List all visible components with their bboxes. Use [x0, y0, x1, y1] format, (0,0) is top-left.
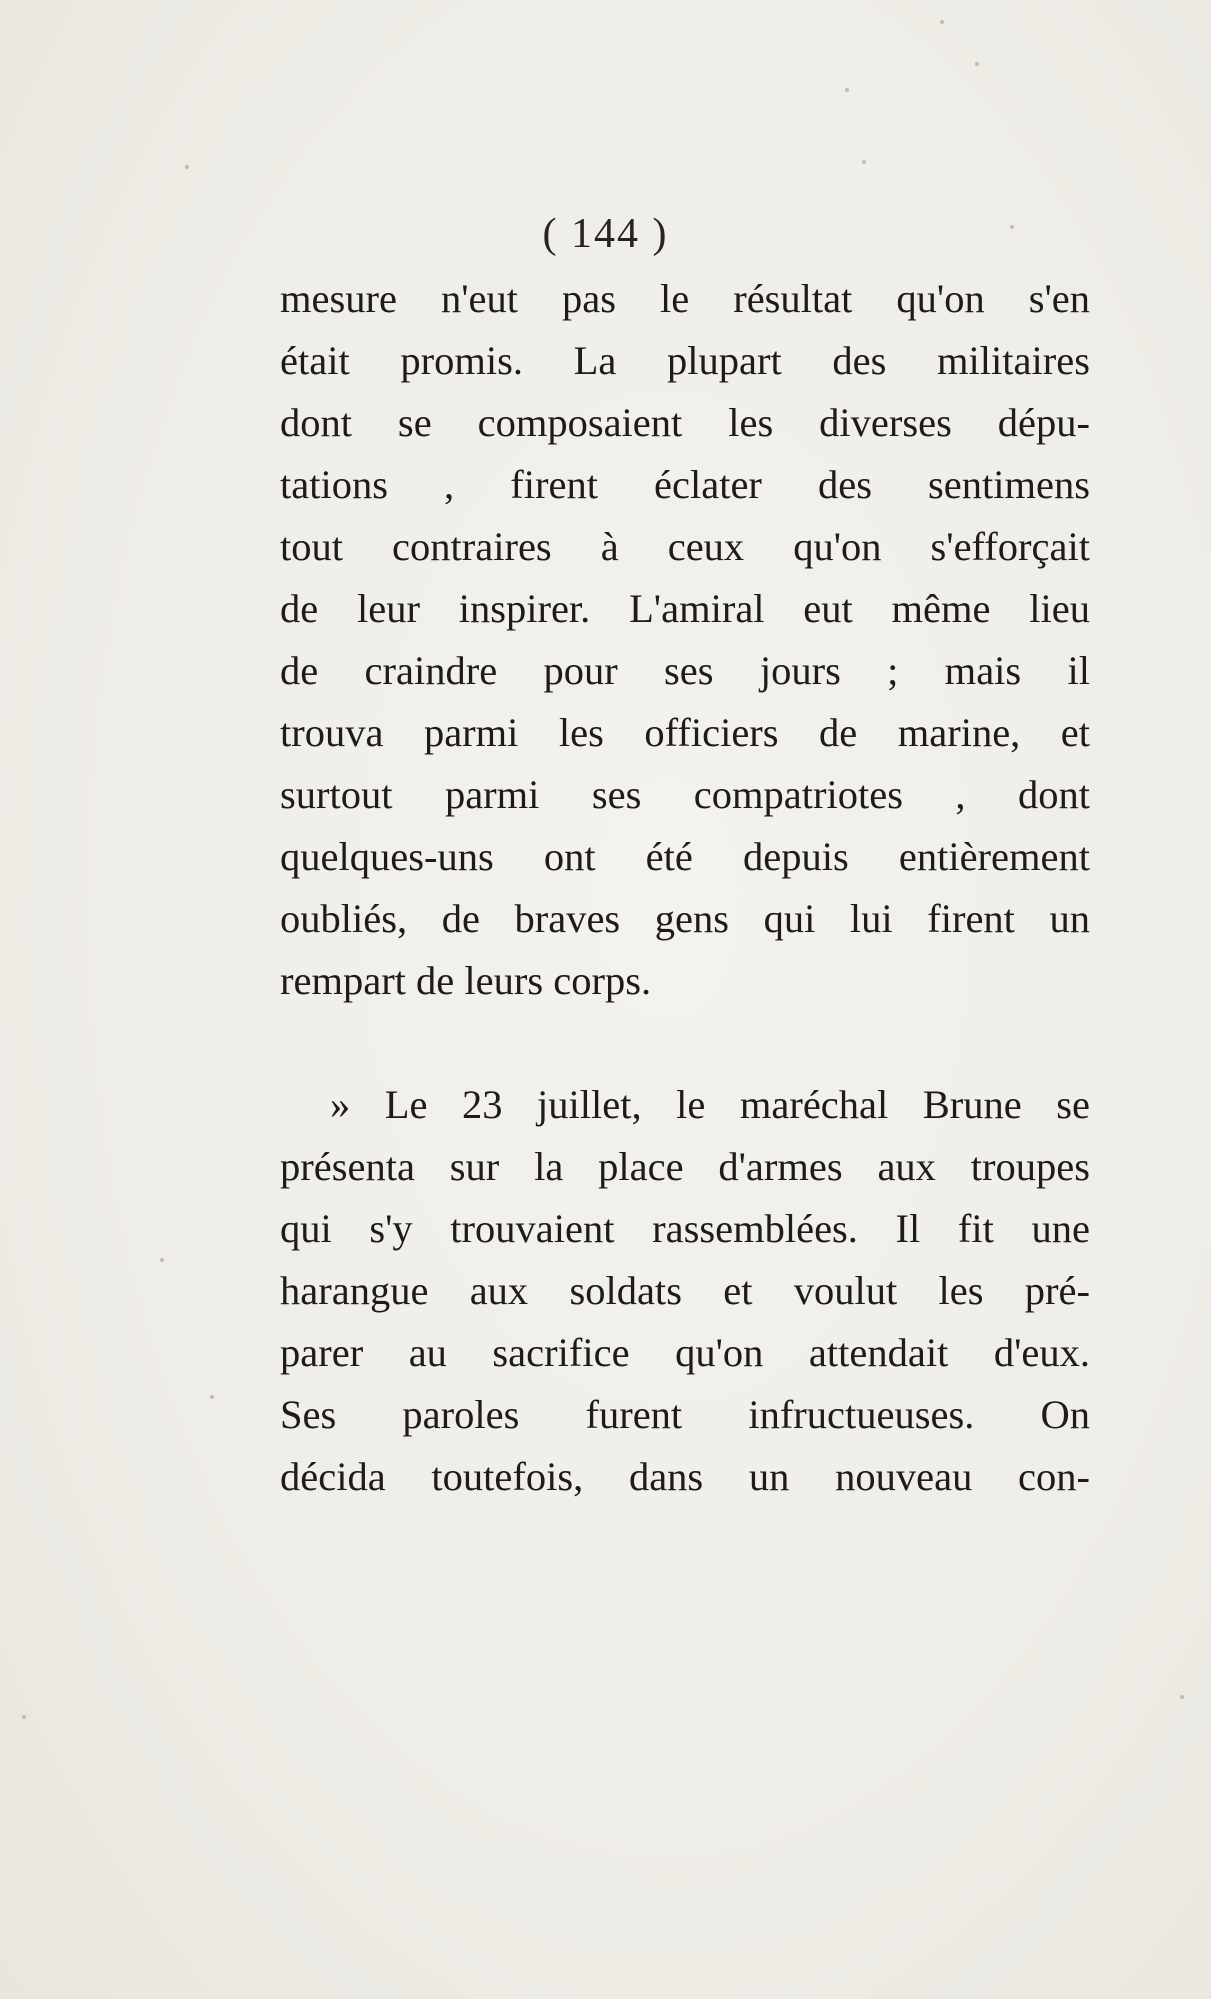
text-line: rempart de leurs corps.	[280, 958, 652, 1003]
page-number: ( 144 )	[542, 211, 669, 257]
text-line: tout contraires à ceux qu'on s'efforçait	[280, 524, 1090, 569]
paper-speck	[22, 1715, 26, 1719]
text-line: harangue aux soldats et voulut les pré-	[280, 1268, 1090, 1313]
paper-speck	[160, 1258, 164, 1262]
text-line: tations , firent éclater des sentimens	[280, 462, 1090, 507]
text-line: était promis. La plupart des militaires	[280, 338, 1090, 383]
text-line: quelques-uns ont été depuis entièrement	[280, 834, 1090, 879]
text-line: décida toutefois, dans un nouveau con-	[280, 1454, 1090, 1499]
text-line: dont se composaient les diverses dépu-	[280, 400, 1090, 445]
text-line: mesure n'eut pas le résultat qu'on s'en	[280, 276, 1090, 321]
paper-speck	[210, 1395, 214, 1399]
paper-speck	[940, 20, 944, 24]
paper-speck	[862, 160, 866, 164]
text-line: Ses paroles furent infructueuses. On	[280, 1392, 1090, 1437]
text-line: de craindre pour ses jours ; mais il	[280, 648, 1090, 693]
paper-speck	[975, 62, 979, 66]
text-line: qui s'y trouvaient rassemblées. Il fit une	[280, 1206, 1090, 1251]
body-text	[280, 268, 1090, 1508]
text-line: de leur inspirer. L'amiral eut même lieu	[280, 586, 1090, 631]
paper-speck	[185, 165, 189, 169]
text-line: trouva parmi les officiers de marine, et	[280, 710, 1090, 755]
text-line: présenta sur la place d'armes aux troupes	[280, 1144, 1090, 1189]
paragraph-gap	[280, 1012, 1090, 1074]
paragraph	[280, 268, 1090, 1012]
paper-speck	[845, 88, 849, 92]
paper-speck	[1180, 1695, 1184, 1699]
text-line: parer au sacrifice qu'on attendait d'eux.	[280, 1330, 1090, 1375]
paragraph	[280, 1074, 1090, 1508]
text-line: surtout parmi ses compatriotes , dont	[280, 772, 1090, 817]
text-line: » Le 23 juillet, le maréchal Brune se	[330, 1082, 1090, 1127]
text-line: oubliés, de braves gens qui lui firent un	[280, 896, 1090, 941]
